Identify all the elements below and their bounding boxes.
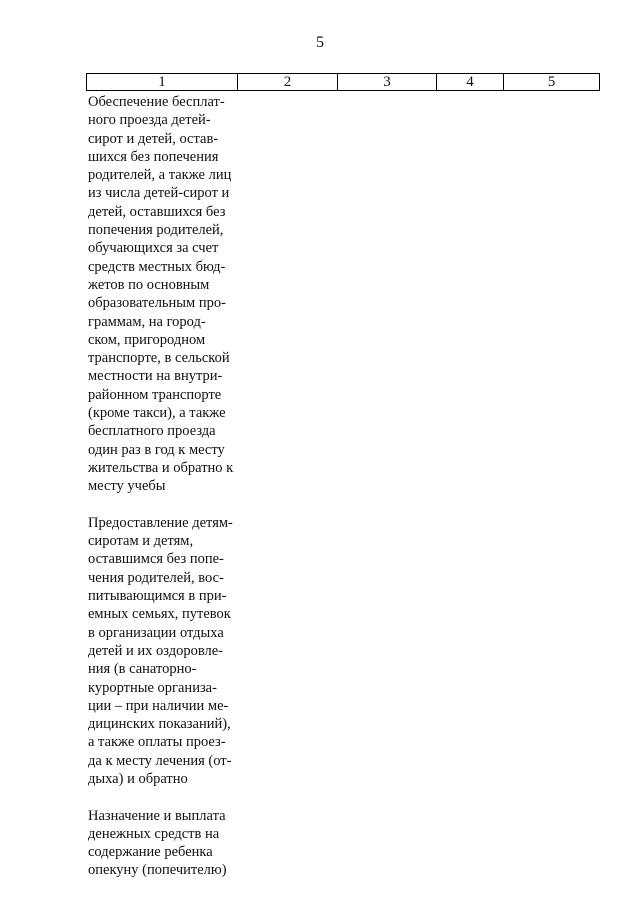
- entry-line: чения родителей, вос-: [88, 569, 224, 586]
- entry-line: Предоставление детям-: [88, 514, 233, 531]
- entry-line: да к месту лечения (от-: [88, 752, 232, 769]
- entry-line: граммам, на город-: [88, 313, 206, 330]
- column-header-5: 5: [547, 74, 556, 90]
- entry-line: жительства и обратно к: [88, 459, 234, 476]
- entry-line: жетов по основным: [88, 276, 210, 293]
- entry-line: а также оплаты проез-: [88, 734, 226, 751]
- table-column-1-content: [88, 93, 248, 880]
- entry-line: в организации отдыха: [88, 624, 224, 641]
- entry-line: дицинских показаний),: [88, 716, 231, 733]
- entry-line: Назначение и выплата: [88, 807, 226, 824]
- entry-line: содержание ребенка: [88, 844, 213, 861]
- entry-line: родителей, а также лиц: [88, 167, 232, 184]
- column-header-3: 3: [338, 74, 437, 90]
- column-header-2: 2: [238, 74, 338, 90]
- entry-line: транспорте, в сельской: [88, 350, 230, 367]
- entry-line: денежных средств на: [88, 825, 220, 842]
- table-entry: [88, 807, 248, 880]
- table-header-row: [86, 73, 600, 91]
- entry-line: образовательным про-: [88, 295, 226, 312]
- entry-line: обучающихся за счет: [88, 240, 219, 257]
- page-number: 5: [316, 34, 324, 51]
- column-header-1: 1: [87, 74, 238, 90]
- entry-line: попечения родителей,: [88, 222, 224, 239]
- entry-line: питывающимся в при-: [88, 588, 227, 605]
- entry-line: из числа детей-сирот и: [88, 185, 230, 202]
- table-entry: [88, 514, 248, 788]
- entry-line: дыха) и обратно: [88, 770, 188, 787]
- entry-line: бесплатного проезда: [88, 423, 216, 440]
- entry-line: шихся без попечения: [88, 148, 219, 165]
- entry-line: сирот и детей, остав-: [88, 130, 219, 147]
- entry-line: ции – при наличии ме-: [88, 697, 229, 714]
- entry-line: местности на внутри-: [88, 368, 223, 385]
- entry-line: ском, пригородном: [88, 331, 206, 348]
- entry-line: средств местных бюд-: [88, 258, 226, 275]
- entry-line: оставшимся без попе-: [88, 551, 224, 568]
- entry-line: один раз в год к месту: [88, 441, 225, 458]
- entry-line: сиротам и детям,: [88, 533, 194, 550]
- entry-line: детей и их оздоровле-: [88, 642, 223, 659]
- entry-line: детей, оставшихся без: [88, 203, 226, 220]
- entry-line: Обеспечение бесплат-: [88, 94, 225, 110]
- entry-line: ного проезда детей-: [88, 112, 211, 129]
- column-header-4: 4: [437, 74, 504, 90]
- entry-line: курортные организа-: [88, 679, 217, 696]
- entry-line: месту учебы: [88, 478, 166, 495]
- entry-line: емных семьях, путевок: [88, 606, 231, 623]
- entry-line: (кроме такси), а также: [88, 405, 226, 422]
- entry-line: опекуну (попечителю): [88, 862, 227, 879]
- table-entry: [88, 93, 248, 496]
- entry-line: районном транспорте: [88, 386, 222, 403]
- entry-line: ния (в санаторно-: [88, 661, 197, 678]
